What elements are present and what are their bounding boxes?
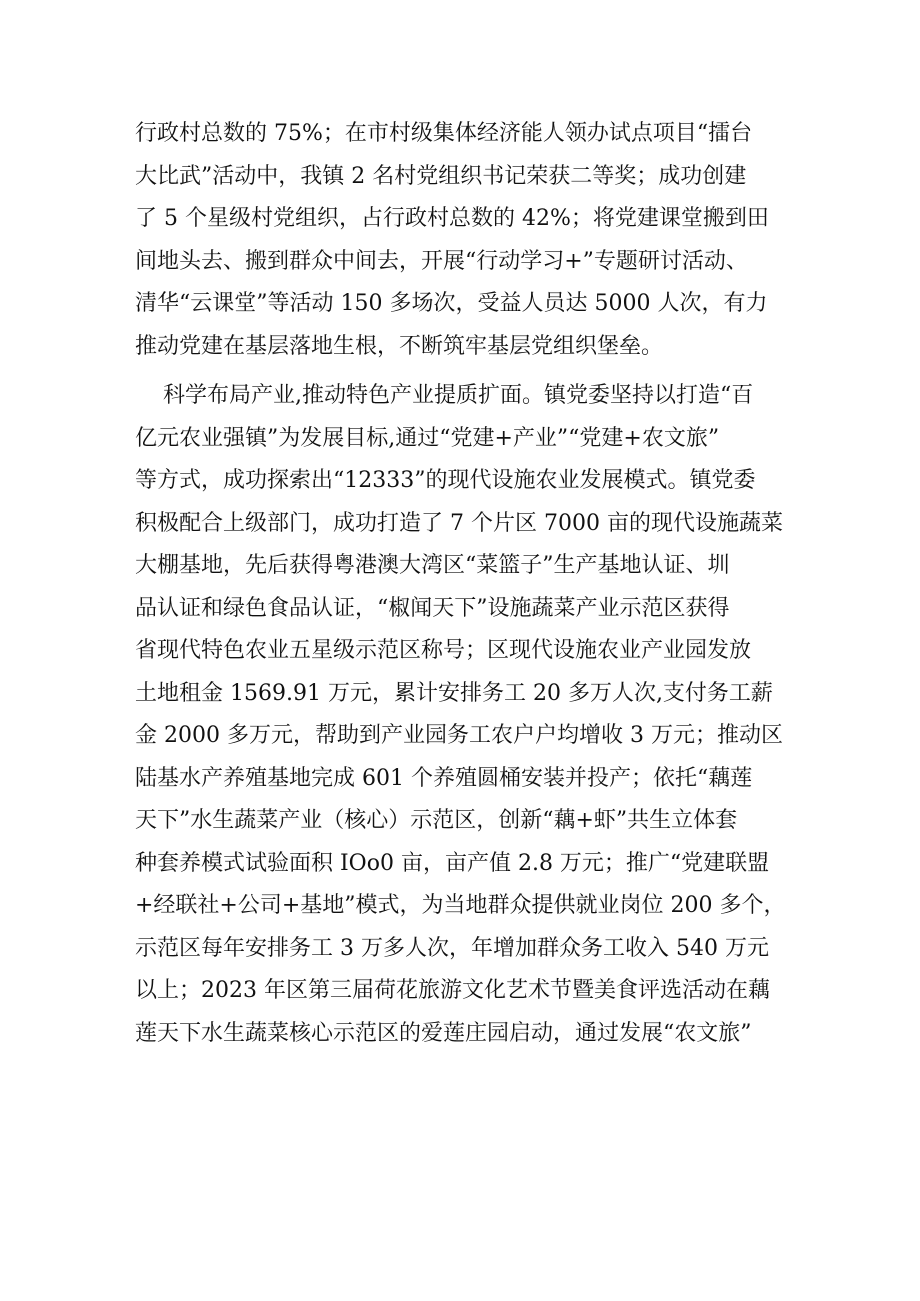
text-line: 清华“云课堂”等活动 150 多场次，受益人员达 5000 人次，有力 bbox=[135, 291, 768, 316]
text-line: 品认证和绿色食品认证，“椒闻天下”设施蔬菜产业示范区获得 bbox=[135, 595, 730, 621]
text-line: 了 5 个星级村党组织，占行政村总数的 42%；将党建课堂搬到田 bbox=[135, 206, 769, 231]
paragraph-party-building bbox=[135, 113, 795, 368]
text-line: +经联社+公司+基地”模式，为当地群众提供就业岗位 200 多个， bbox=[135, 893, 786, 918]
text-line: 种套养模式试验面积 IOo0 亩，亩产值 2.8 万元；推广“党建联盟 bbox=[135, 850, 770, 876]
document-body bbox=[135, 113, 795, 1055]
text-line: 土地租金 1569.91 万元，累计安排务工 20 多万人次,支付务工薪 bbox=[135, 680, 773, 706]
text-line: 金 2000 多万元，帮助到产业园务工农户户均增收 3 万元；推动区 bbox=[135, 723, 783, 748]
text-line: 莲天下水生蔬菜核心示范区的爱莲庄园启动，通过发展“农文旅” bbox=[135, 1020, 752, 1046]
text-line: 陆基水产养殖基地完成 601 个养殖圆桶安装并投产；依托“藕莲 bbox=[135, 765, 753, 791]
text-line: 以上；2023 年区第三届荷花旅游文化艺术节暨美食评选活动在藕 bbox=[135, 978, 770, 1003]
paragraph-spacer bbox=[135, 368, 795, 375]
text-line: 推动党建在基层落地生根，不断筑牢基层党组织堡垒。 bbox=[135, 333, 664, 359]
text-line: 亿元农业强镇”为发展目标,通过“党建+产业”“党建+农文旅” bbox=[135, 425, 720, 451]
text-line: 大比武”活动中，我镇 2 名村党组织书记荣获二等奖；成功创建 bbox=[135, 163, 747, 189]
text-line: 示范区每年安排务工 3 万多人次，年增加群众务工收入 540 万元 bbox=[135, 935, 769, 961]
text-line: 大棚基地，先后获得粤港澳大湾区“菜篮子”生产基地认证、圳 bbox=[135, 553, 730, 578]
paragraph-industry-layout bbox=[135, 375, 795, 1055]
text-line: 间地头去、搬到群众中间去，开展“行动学习+”专题研讨活动、 bbox=[135, 248, 748, 274]
text-line: 等方式，成功探索出“12333”的现代设施农业发展模式。镇党委 bbox=[135, 468, 756, 493]
text-line: 省现代特色农业五星级示范区称号；区现代设施农业产业园发放 bbox=[135, 638, 752, 663]
text-line: 科学布局产业,推动特色产业提质扩面。镇党委坚持以打造“百 bbox=[135, 383, 754, 408]
text-line: 天下”水生蔬菜产业（核心）示范区，创新“藕+虾”共生立体套 bbox=[135, 808, 738, 833]
text-line: 积极配合上级部门，成功打造了 7 个片区 7000 亩的现代设施蔬菜 bbox=[135, 510, 783, 536]
text-line: 行政村总数的 75%；在市村级集体经济能人领办试点项目“擂台 bbox=[135, 121, 753, 146]
